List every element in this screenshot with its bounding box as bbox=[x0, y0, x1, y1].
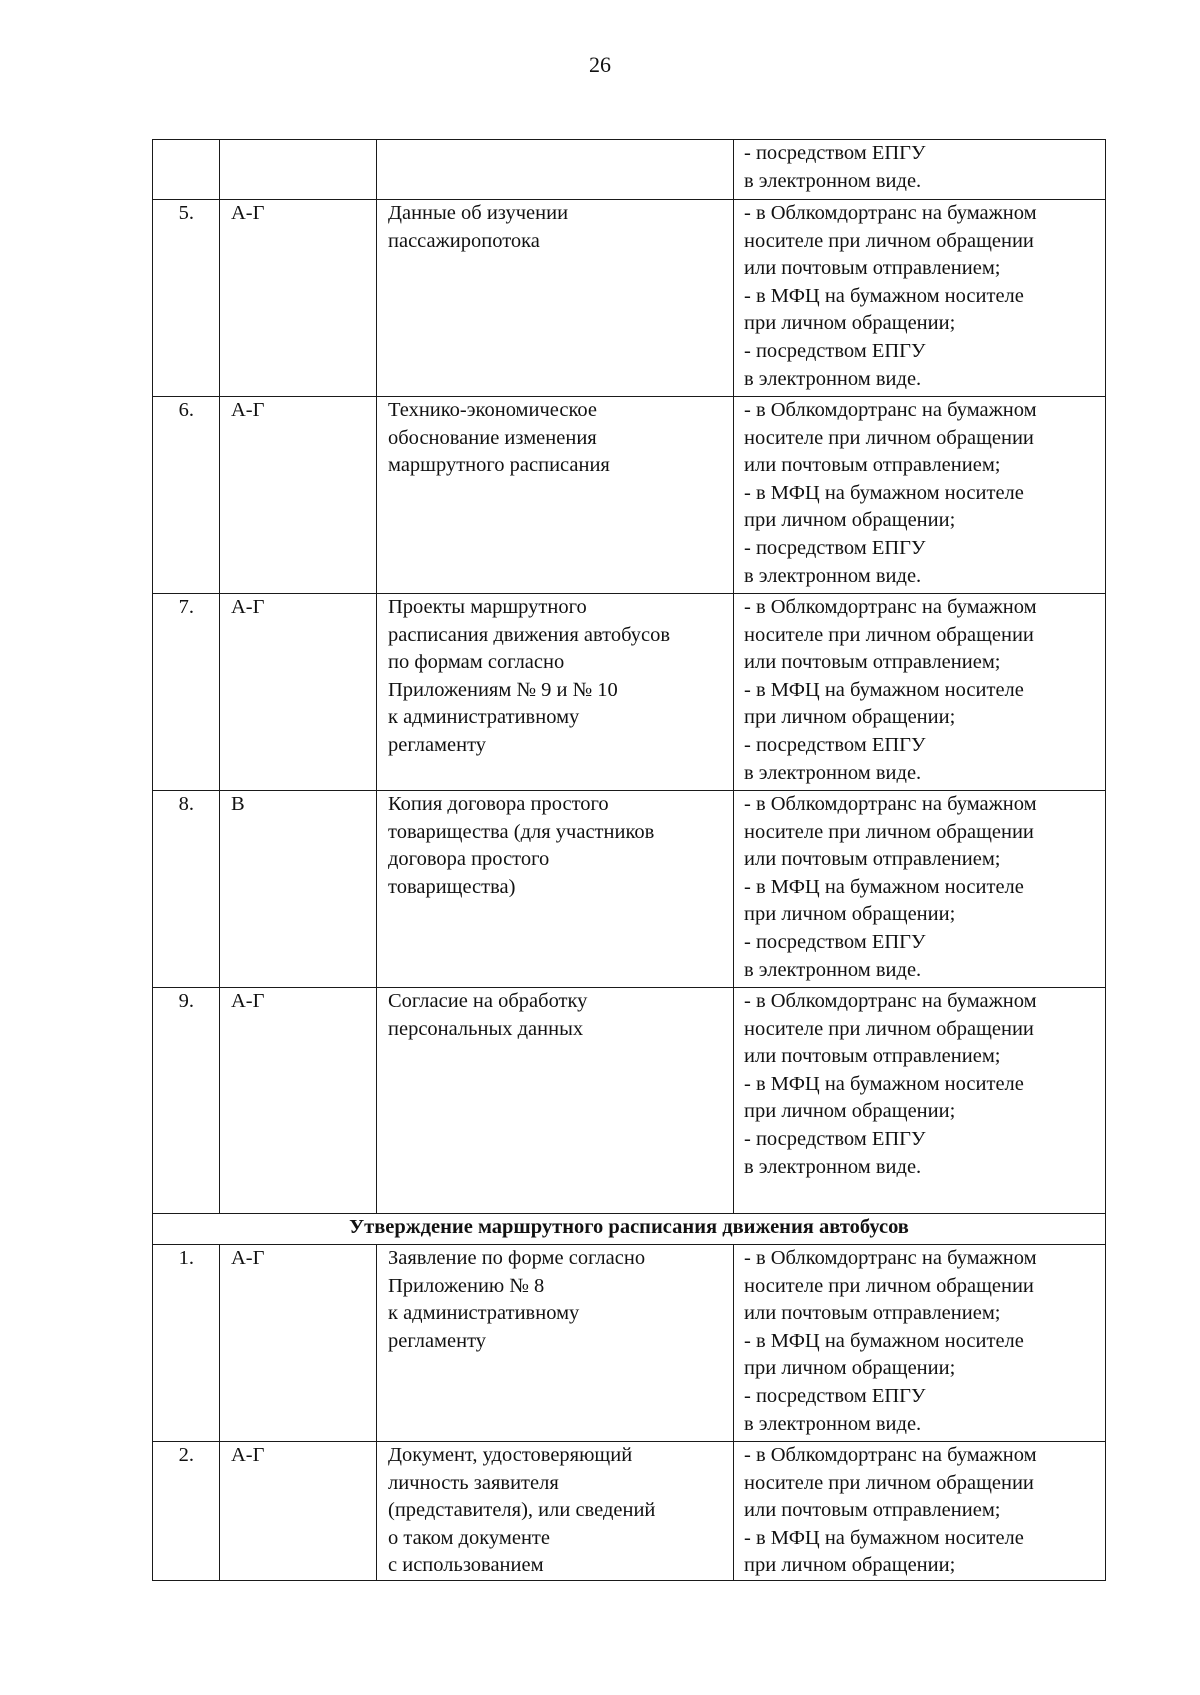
submission-method-line: носителе при личном обращении bbox=[744, 623, 1034, 646]
document-name-line: маршрутного расписания bbox=[388, 454, 610, 477]
documents-table bbox=[152, 139, 1106, 1581]
document-name-cell bbox=[377, 594, 734, 791]
submission-method-line: - в Облкомдортранс на бумажном bbox=[744, 1247, 1037, 1269]
submission-method-line: - посредством ЕПГУ bbox=[744, 733, 926, 756]
document-name-cell bbox=[377, 200, 734, 397]
table-row bbox=[153, 988, 1106, 1214]
submission-method-line: - в МФЦ на бумажном носителе bbox=[744, 1329, 1024, 1352]
submission-method-cell bbox=[734, 140, 1106, 200]
submission-method-line: носителе при личном обращении bbox=[744, 1274, 1034, 1297]
applicant-category: А-Г bbox=[220, 200, 377, 397]
submission-method-line: при личном обращении; bbox=[744, 1554, 956, 1577]
submission-method-line: - посредством ЕПГУ bbox=[744, 930, 926, 953]
submission-method-line: - в МФЦ на бумажном носителе bbox=[744, 481, 1024, 504]
submission-method-line: при личном обращении; bbox=[744, 1100, 956, 1123]
section-heading-body bbox=[153, 1214, 1106, 1245]
submission-method-line: в электронном виде. bbox=[744, 1412, 922, 1435]
applicant-category: А-Г bbox=[220, 594, 377, 791]
document-name-line: товарищества) bbox=[388, 875, 516, 898]
submission-method-line: в электронном виде. bbox=[744, 169, 922, 192]
applicant-category: А-Г bbox=[220, 1245, 377, 1442]
document-name-line: по формам согласно bbox=[388, 651, 565, 674]
document-name-cell bbox=[377, 1245, 734, 1442]
document-name-line: Заявление по форме согласно bbox=[388, 1247, 646, 1269]
submission-method-line: носителе при личном обращении bbox=[744, 1017, 1034, 1040]
submission-method-line: - посредством ЕПГУ bbox=[744, 142, 926, 164]
document-name-cell bbox=[377, 140, 734, 200]
document-name-line: договора простого bbox=[388, 848, 550, 871]
submission-method-cell bbox=[734, 1245, 1106, 1442]
submission-method-line: или почтовым отправлением; bbox=[744, 848, 1001, 871]
row-number: 8. bbox=[153, 791, 220, 988]
row-number: 1. bbox=[153, 1245, 220, 1442]
document-name-line: с использованием bbox=[388, 1554, 544, 1577]
submission-method-line: - посредством ЕПГУ bbox=[744, 339, 926, 362]
submission-method-line: в электронном виде. bbox=[744, 761, 922, 784]
submission-method-cell bbox=[734, 791, 1106, 988]
submission-method-line: или почтовым отправлением; bbox=[744, 1302, 1001, 1325]
table-row bbox=[153, 594, 1106, 791]
page-number: 26 bbox=[589, 52, 611, 77]
submission-method-line: носителе при личном обращении bbox=[744, 426, 1034, 449]
document-name-line: о таком документе bbox=[388, 1526, 550, 1549]
row-number: 6. bbox=[153, 397, 220, 594]
submission-method-line: в электронном виде. bbox=[744, 1155, 922, 1178]
document-name-line: (представителя), или сведений bbox=[388, 1499, 656, 1522]
submission-method-line: при личном обращении; bbox=[744, 903, 956, 926]
document-name-line: Документ, удостоверяющий bbox=[388, 1444, 633, 1466]
submission-method-line: - в Облкомдортранс на бумажном bbox=[744, 1444, 1037, 1466]
document-name-line: регламенту bbox=[388, 733, 487, 756]
section-heading: Утверждение маршрутного расписания движения автобусов bbox=[153, 1214, 1106, 1245]
submission-method-line: - в Облкомдортранс на бумажном bbox=[744, 202, 1037, 224]
submission-method-cell bbox=[734, 594, 1106, 791]
submission-method-line: в электронном виде. bbox=[744, 564, 922, 587]
submission-method-line: при личном обращении; bbox=[744, 509, 956, 532]
table-row bbox=[153, 791, 1106, 988]
row-number: 5. bbox=[153, 200, 220, 397]
document-name-line: к административному bbox=[388, 1302, 580, 1325]
submission-method-line: или почтовым отправлением; bbox=[744, 1045, 1001, 1068]
document-name-line: личность заявителя bbox=[388, 1471, 559, 1494]
document-name-line: Приложению № 8 bbox=[388, 1274, 545, 1297]
submission-method-line: или почтовым отправлением; bbox=[744, 257, 1001, 280]
submission-method-line: - в Облкомдортранс на бумажном bbox=[744, 990, 1037, 1012]
submission-method-line: при личном обращении; bbox=[744, 1357, 956, 1380]
submission-method-line: - в Облкомдортранс на бумажном bbox=[744, 399, 1037, 421]
submission-method-line: носителе при личном обращении bbox=[744, 820, 1034, 843]
document-name-line: расписания движения автобусов bbox=[388, 623, 671, 646]
submission-method-cell bbox=[734, 200, 1106, 397]
table-row bbox=[153, 1245, 1106, 1442]
document-name-cell bbox=[377, 988, 734, 1214]
table-body-part1 bbox=[153, 140, 1106, 1214]
submission-method-line: или почтовым отправлением; bbox=[744, 454, 1001, 477]
submission-method-cell bbox=[734, 1442, 1106, 1581]
document-name-line: Согласие на обработку bbox=[388, 990, 588, 1012]
document-name-line: пассажиропотока bbox=[388, 229, 540, 252]
submission-method-line: при личном обращении; bbox=[744, 312, 956, 335]
document-name-line: Данные об изучении bbox=[388, 202, 569, 224]
applicant-category: А-Г bbox=[220, 397, 377, 594]
submission-method-line: - посредством ЕПГУ bbox=[744, 1127, 926, 1150]
row-number: 7. bbox=[153, 594, 220, 791]
submission-method-line: или почтовым отправлением; bbox=[744, 651, 1001, 674]
document-name-cell bbox=[377, 397, 734, 594]
submission-method-line: - в МФЦ на бумажном носителе bbox=[744, 284, 1024, 307]
table-row bbox=[153, 200, 1106, 397]
submission-method-line: в электронном виде. bbox=[744, 958, 922, 981]
submission-method-line: или почтовым отправлением; bbox=[744, 1499, 1001, 1522]
table-body-part2 bbox=[153, 1245, 1106, 1581]
document-name-cell bbox=[377, 791, 734, 988]
submission-method-line: - в Облкомдортранс на бумажном bbox=[744, 596, 1037, 618]
document-name-cell bbox=[377, 1442, 734, 1581]
document-name-line: обоснование изменения bbox=[388, 426, 597, 449]
submission-method-line: носителе при личном обращении bbox=[744, 1471, 1034, 1494]
submission-method-line: - в МФЦ на бумажном носителе bbox=[744, 1072, 1024, 1095]
document-name-line: Копия договора простого bbox=[388, 793, 609, 815]
submission-method-line: - посредством ЕПГУ bbox=[744, 1384, 926, 1407]
row-number: 9. bbox=[153, 988, 220, 1214]
applicant-category: В bbox=[220, 791, 377, 988]
submission-method-cell bbox=[734, 397, 1106, 594]
document-name-line: Приложениям № 9 и № 10 bbox=[388, 678, 618, 701]
table-row bbox=[153, 1442, 1106, 1581]
submission-method-cell bbox=[734, 988, 1106, 1214]
submission-method-line: - в МФЦ на бумажном носителе bbox=[744, 875, 1024, 898]
applicant-category: А-Г bbox=[220, 988, 377, 1214]
document-name-line: Проекты маршрутного bbox=[388, 596, 587, 618]
row-number: 2. bbox=[153, 1442, 220, 1581]
submission-method-line: при личном обращении; bbox=[744, 706, 956, 729]
document-name-line: Технико-экономическое bbox=[388, 399, 598, 421]
table-row bbox=[153, 140, 1106, 200]
row-number bbox=[153, 140, 220, 200]
document-name-line: персональных данных bbox=[388, 1017, 584, 1040]
submission-method-line: - в Облкомдортранс на бумажном bbox=[744, 793, 1037, 815]
table-row bbox=[153, 397, 1106, 594]
submission-method-line: носителе при личном обращении bbox=[744, 229, 1034, 252]
submission-method-line: - посредством ЕПГУ bbox=[744, 536, 926, 559]
applicant-category: А-Г bbox=[220, 1442, 377, 1581]
submission-method-line: - в МФЦ на бумажном носителе bbox=[744, 1526, 1024, 1549]
document-name-line: к административному bbox=[388, 706, 580, 729]
submission-method-line: - в МФЦ на бумажном носителе bbox=[744, 678, 1024, 701]
applicant-category bbox=[220, 140, 377, 200]
section-heading-row bbox=[153, 1214, 1106, 1245]
document-name-line: регламенту bbox=[388, 1329, 487, 1352]
submission-method-line: в электронном виде. bbox=[744, 367, 922, 390]
document-name-line: товарищества (для участников bbox=[388, 820, 655, 843]
